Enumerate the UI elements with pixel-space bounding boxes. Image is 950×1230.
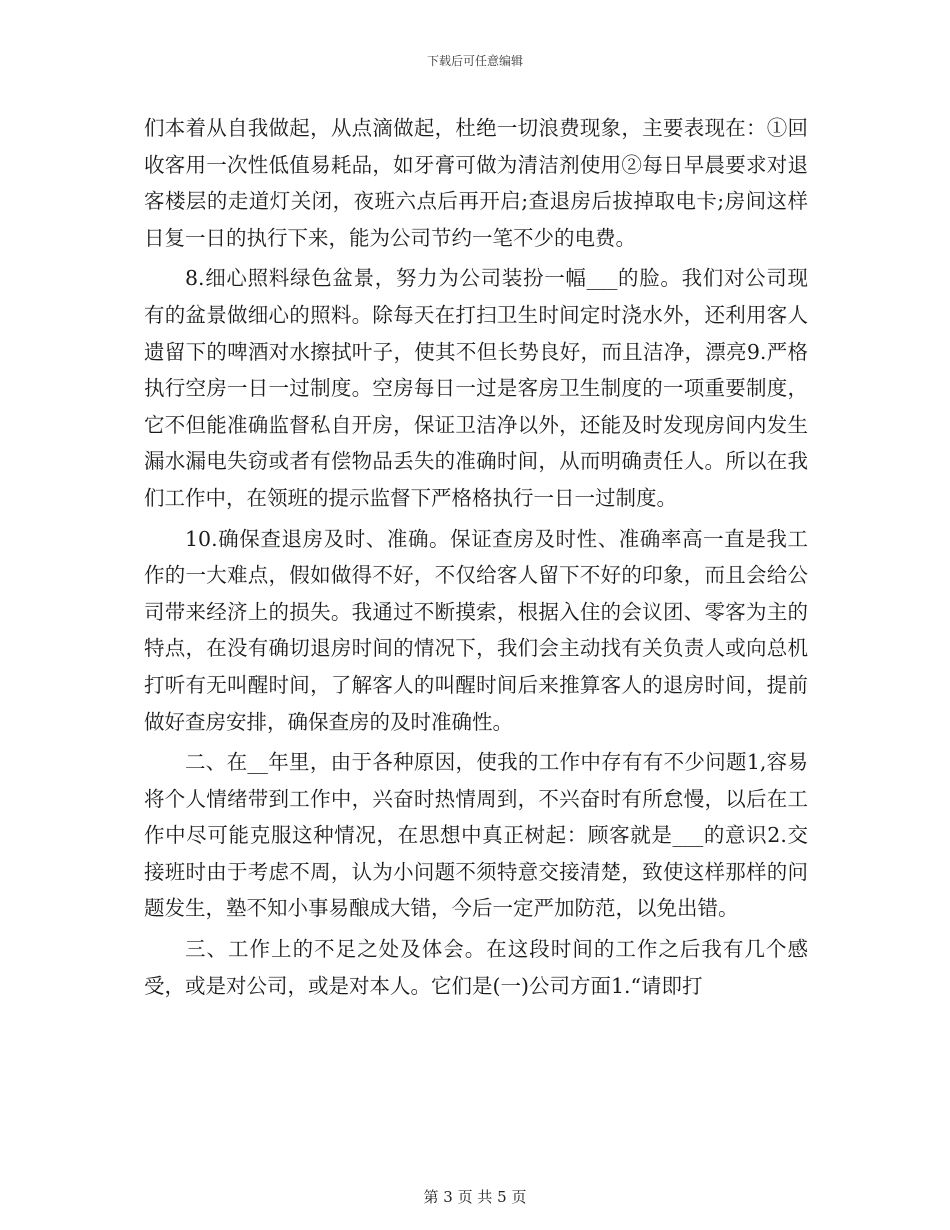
paragraph-1: 们本着从自我做起，从点滴做起，杜绝一切浪费现象，主要表现在：①回收客用一次性低值易耗品，如牙膏可做为清洁剂使用②每日早晨要求对退客楼层的走道灯关闭，夜班六点后再开启;查退房后拔掉取电卡;房间这样日复一日的执行下来，能为公司节约一笔不少的电费。: [144, 116, 808, 250]
page-footer: 第 3 页 共 5 页: [423, 1188, 527, 1206]
document-body: [144, 110, 808, 1008]
paragraph-3: 10.确保查退房及时、准确。保证查房及时性、准确率高一直是我工作的一大难点，假如做得不好，不仅给客人留下不好的印象，而且会给公司带来经济上的损失。我通过不断摸索，根据入住的会议团、零客为主的特点，在没有确切退房时间的情况下，我们会主动找有关负责人或向总机打听有无叫醒时间，了解客人的叫醒时间后来推算客人的退房时间，提前做好查房安排，确保查房的及时准确性。: [144, 526, 808, 734]
paragraph-5: 三、工作上的不足之处及体会。在这段时间的工作之后我有几个感受，或是对公司，或是对本人。它们是(一)公司方面1.“请即打: [144, 937, 808, 998]
page-header: 下载后可任意编辑: [426, 54, 523, 68]
paragraph-4: 二、在__年里，由于各种原因，使我的工作中存有有不少问题1,容易将个人情绪带到工作中，兴奋时热情周到，不兴奋时有所怠慢，以后在工作中尽可能克服这种情况，在思想中真正树起：顾客就是___的意识2.交接班时由于考虑不周，认为小问题不须特意交接清楚，致使这样那样的问题发生，塾不知小事易酿成大错，今后一定严加防范，以免出错。: [144, 750, 808, 921]
paragraph-2: 8.细心照料绿色盆景，努力为公司装扮一幅___的脸。我们对公司现有的盆景做细心的照料。除每天在打扫卫生时间定时浇水外，还利用客人遗留下的啤酒对水擦拭叶子，使其不但长势良好，而且洁净，漂亮9.严格执行空房一日一过制度。空房每日一过是客房卫生制度的一项重要制度，它不但能准确监督私自开房，保证卫洁净以外，还能及时发现房间内发生漏水漏电失窃或者有偿物品丢失的准确时间，从而明确责任人。所以在我们工作中，在领班的提示监督下严格格执行一日一过制度。: [144, 266, 808, 510]
